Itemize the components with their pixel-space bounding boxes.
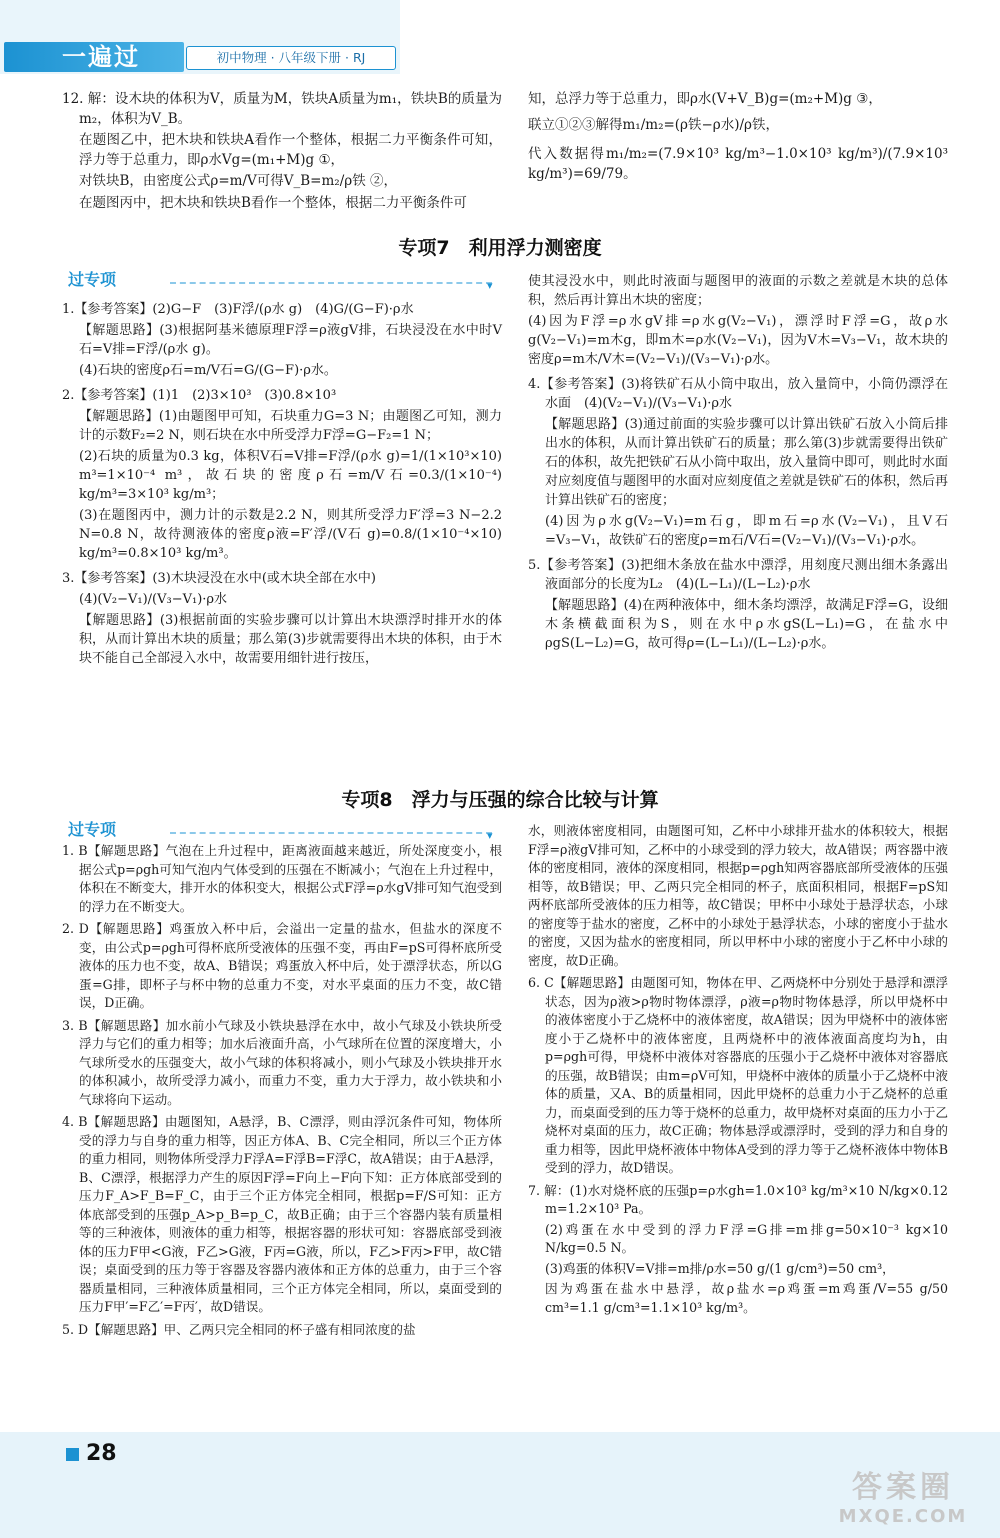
answer-item: 4.【参考答案】(3)将铁矿石从小筒中取出，放入量筒中，小筒仍漂浮在水面 (4)(V₂−V₁)/(V₃−V₁)·ρ水 <box>528 377 948 411</box>
chevron-down-icon: ▾ <box>487 829 493 842</box>
watermark-title: 答案圈 <box>852 1470 954 1505</box>
answer-item: 3. B【解题思路】加水前小气球及小铁块悬浮在水中，故小气球及小铁块所受浮力与它们的重力相等；加水后液面升高，小气球所在位置的深度增大，小气球所受水的压强变大，故小气球的体积将减小，则小气球及小铁块排开水的体积减小，故所受浮力减小，而重力不变，重力大于浮力，故小铁块和小气球将向下运动。 <box>62 1017 502 1107</box>
section-8-left-column <box>62 842 502 1341</box>
section-7-left-column <box>62 300 502 670</box>
solution-text: 【解题思路】(3)根据阿基米德原理F浮=ρ液gV排，石块浸没在水中时V石=V排=F浮/(ρ水 g)。 <box>79 323 502 357</box>
answer-item: 2.【参考答案】(1)1 (2)3×10³ (3)0.8×10³ <box>62 388 337 403</box>
top-left-column <box>62 90 502 215</box>
section-8-title: 专项8 浮力与压强的综合比较与计算 <box>341 789 659 811</box>
answer-item: 1.【参考答案】(2)G−F (3)F浮/(ρ水 g) (4)G/(G−F)·ρ水 <box>62 302 414 317</box>
problem-12-intro: 12. 解：设木块的体积为V，质量为M，铁块A质量为m₁，铁块B的质量为m₂，体积为V_B。 <box>62 91 502 127</box>
solution-text: 【解题思路】(3)通过前面的实验步骤可以计算出铁矿石放入小筒后排出水的体积，从而计算出铁矿石的质量；那么第(3)步就需要得出铁矿石的体积，故先把铁矿石从小筒中取出，放入量筒中即可，则此时水面对应刻度值与题图甲的水面对应刻度值之差就是铁矿石的体积，然后再计算出铁矿石的密度； <box>545 417 949 508</box>
solution-text: (4)因为ρ水g(V₂−V₁)=m石g，即m石=ρ水(V₂−V₁)，且V石=V₃−V₁，故铁矿石的密度ρ=m石/V石=(V₂−V₁)/(V₃−V₁)·ρ水。 <box>545 514 948 548</box>
answer-item: 5. D【解题思路】甲、乙两只完全相同的杯子盛有相同浓度的盐 <box>62 1321 416 1337</box>
section-7-divider <box>170 282 492 284</box>
chevron-down-icon: ▾ <box>487 279 493 292</box>
watermark-url: MXQE.COM <box>838 1506 968 1527</box>
answer-item: 7. 解：(1)水对烧杯底的压强p=ρ水gh=1.0×10³ kg/m³×10 N/kg×0.12 m=1.2×10³ Pa。 <box>528 1182 948 1216</box>
answer-item: 2. D【解题思路】鸡蛋放入杯中后，会溢出一定量的盐水，但盐水的深度不变，由公式p=ρgh可得杯底所受液体的压强不变，再由F=pS可得杯底所受液体的压力也不变，故A、B错误；鸡蛋放入杯中后，处于漂浮状态，所以G蛋=G排，即杯子与杯中物的总重力不变，对水平桌面的压力不变，故C错误，D正确。 <box>62 921 502 1010</box>
solution-text: 使其浸没水中，则此时液面与题图甲的液面的示数之差就是木块的总体积，然后再计算出木块的密度； <box>528 274 948 308</box>
brand-logo: 一遍过 <box>4 42 184 72</box>
solution-text: (2)鸡蛋在水中受到的浮力F浮=G排=m排g=50×10⁻³ kg×10 N/kg=0.5 N。 <box>545 1221 948 1255</box>
solution-text: (3)鸡蛋的体积V=V排=m排/ρ水=50 g/(1 g/cm³)=50 cm³， <box>545 1260 895 1276</box>
solution-text: 【解题思路】(1)由题图甲可知，石块重力G=3 N；由题图乙可知，测力计的示数F₂=2 N，则石块在水中所受浮力F浮=G−F₂=1 N； <box>79 409 502 443</box>
answer-item: 3.【参考答案】(3)木块浸没在水中(或木块全部在水中) <box>62 571 376 586</box>
answer-item: 1. B【解题思路】气泡在上升过程中，距离液面越来越近，所处深度变小，根据公式p=ρgh可知气泡内气体受到的压强在不断减小；气泡在上升过程中，体积在不断变大，排开水的体积变大，根据公式F浮=ρ水gV排可知气泡受到的浮力在不断变大。 <box>62 843 502 914</box>
solution-text: 【解题思路】(3)根据前面的实验步骤可以计算出木块漂浮时排开水的体积，从而计算出木块的质量；那么第(3)步就需要得出木块的体积，由于木块不能自己全部浸入水中，故需要用细针进行按压， <box>79 613 502 666</box>
solution-text: 因为鸡蛋在盐水中悬浮，故ρ盐水=ρ鸡蛋=m鸡蛋/V=55 g/50 cm³=1.1 g/cm³=1.1×10³ kg/m³。 <box>545 1281 948 1315</box>
problem-12-step: 对铁块B，由密度公式ρ=m/V可得V_B=m₂/ρ铁 ②， <box>79 173 397 189</box>
answer-item: 5.【参考答案】(3)把细木条放在盐水中漂浮，用刻度尺测出细木条露出液面部分的长度为L₂ (4)(L−L₁)/(L−L₂)·ρ水 <box>528 558 948 592</box>
section-8-divider <box>170 832 492 834</box>
solution-text: (4)(V₂−V₁)/(V₃−V₁)·ρ水 <box>79 592 228 607</box>
top-right-column <box>528 90 948 186</box>
solution-text: (2)石块的质量为0.3 kg，体积V石=V排=F浮/(ρ水 g)=1/(1×10³×10) m³=1×10⁻⁴ m³，故石块的密度ρ石=m/V石=0.3/(1×10⁻⁴) kg/m³=3×10³ kg/m³； <box>79 449 502 502</box>
solution-text: (4)因为F浮=ρ水gV排=ρ水g(V₂−V₁)，漂浮时F浮=G，故ρ水g(V₂−V₁)=m木g，即m木=ρ水(V₂−V₁)，因为V木=V₃−V₁，故木块的密度ρ=m木/V木=(V₂−V₁)/(V₃−V₁)·ρ水。 <box>528 314 948 367</box>
problem-12-step: 联立①②③解得m₁/m₂=(ρ铁−ρ水)/ρ铁， <box>528 116 779 133</box>
watermark <box>818 1470 988 1532</box>
answer-item: 6. C【解题思路】由题图可知，物体在甲、乙两烧杯中分别处于悬浮和漂浮状态，因为ρ液>ρ物时物体漂浮，ρ液=ρ物时物体悬浮，所以甲烧杯中的液体密度小于乙烧杯中的液体密度，故A错误；因为甲烧杯中的液体密度小于乙烧杯中的液体密度，且两烧杯中的液体液面高度均为h，由p=ρgh可得，甲烧杯中液体对容器底的压强小于乙烧杯中液体对容器底的压强，故B错误；由m=ρV可知，甲烧杯中液体的质量小于乙烧杯中液体的质量，又A、B的质量相同，因此甲烧杯的总重力小于乙烧杯的总重力，而桌面受到的压力等于烧杯的总重力，故甲烧杯对桌面的压力小于乙烧杯对桌面的压力，故C正确；物体悬浮或漂浮时，受到的浮力和自身的重力相等，因此甲烧杯液体中物体A受到的浮力等于乙烧杯液体中物体B受到的浮力，故D错误。 <box>528 975 948 1175</box>
problem-12-step: 在题图乙中，把木块和铁块A看作一个整体，根据二力平衡条件可知，浮力等于总重力，即ρ水Vg=(m₁+M)g ①， <box>79 132 502 168</box>
solution-text: 水，则液体密度相同，由题图可知，乙杯中小球排开盐水的体积较大，根据F浮=ρ液gV排可知，乙杯中的小球受到的浮力较大，故A错误；两容器中液体的密度相同，液体的深度相同，根据p=ρgh知两容器底部所受液体的压强相等，故B错误；甲、乙两只完全相同的杯子，底面积相同，根据F=pS知两杯底部所受液体的压力相等，故C错误；甲杯中小球处于悬浮状态，小球的密度等于盐水的密度，乙杯中的小球处于悬浮状态，小球的密度小于盐水的密度，又因为盐水的密度相同，所以甲杯中小球的密度小于乙杯中小球的密度，故D正确。 <box>528 823 949 968</box>
page-number: 28 <box>86 1441 117 1466</box>
section-8-right-column <box>528 822 948 1319</box>
problem-12-step: 在题图丙中，把木块和铁块B看作一个整体，根据二力平衡条件可 <box>79 194 467 211</box>
section-7-right-column <box>528 272 948 655</box>
section-7-tag: 过专项 <box>68 270 117 289</box>
book-subtitle: 初中物理 · 八年级下册 · RJ <box>186 46 396 70</box>
page-marker-icon <box>66 1448 79 1461</box>
problem-12-step: 知，总浮力等于总重力，即ρ水(V+V_B)g=(m₂+M)g ③， <box>528 91 882 107</box>
solution-text: (4)石块的密度ρ石=m/V石=G/(G−F)·ρ水。 <box>79 363 337 378</box>
solution-text: (3)在题图丙中，测力计的示数是2.2 N，则其所受浮力F′浮=3 N−2.2 N=0.8 N，故待测液体的密度ρ液=F′浮/(V石 g)=0.8/(1×10⁻⁴×10) kg/m³=0.8×10³ kg/m³。 <box>79 508 502 561</box>
section-7-title: 专项7 利用浮力测密度 <box>398 237 602 259</box>
problem-12-result: 代入数据得m₁/m₂=(7.9×10³ kg/m³−1.0×10³ kg/m³)/(7.9×10³ kg/m³)=69/79。 <box>528 146 948 182</box>
solution-text: 【解题思路】(4)在两种液体中，细木条均漂浮，故满足F浮=G，设细木条横截面积为S，则在水中ρ水gS(L−L₁)=G，在盐水中ρgS(L−L₂)=G，故可得ρ=(L−L₁)/(L−L₂)·ρ水。 <box>545 598 948 651</box>
answer-item: 4. B【解题思路】由题图知，A悬浮，B、C漂浮，则由浮沉条件可知，物体所受的浮力与自身的重力相等，因正方体A、B、C完全相同，所以三个正方体的重力相同，则物体所受浮力F浮A=F浮B=F浮C，故A错误；由于A悬浮，B、C漂浮，根据浮力产生的原因F浮=F向上−F向下知：正方体底部受到的压力F_A>F_B=F_C，由于三个正方体完全相同，根据p=F/S可知：正方体底部受到的压强p_A>p_B=p_C，故B正确；由于三个容器内装有质量相等的三种液体，则液体的重力相等，根据容器的形状可知：容器底部受到液体的压力F甲<G液，F乙>G液，F丙=G液，所以，F乙>F丙>F甲，故C错误；桌面受到的压力等于容器及容器内液体和正方体的总重力，由于三个容器质量相同，三种液体质量相同，三个正方体完全相同，所以，桌面受到的压力F甲′=F乙′=F丙′，故D错误。 <box>62 1114 502 1314</box>
section-8-tag: 过专项 <box>68 820 117 839</box>
